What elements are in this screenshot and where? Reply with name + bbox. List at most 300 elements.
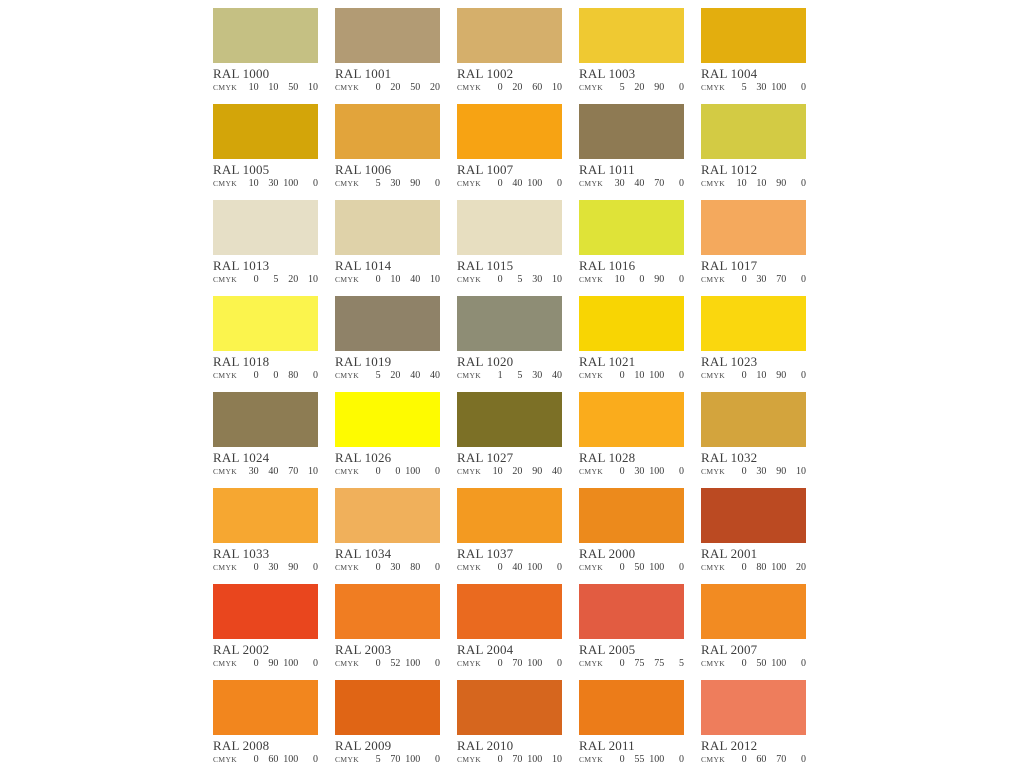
cmyk-value-y: 100 [527, 562, 543, 573]
cmyk-value-y: 70 [776, 754, 787, 765]
color-cell [335, 104, 440, 188]
cmyk-value-c: 0 [375, 274, 381, 285]
color-swatch [701, 680, 806, 735]
cmyk-value-m: 10 [268, 82, 279, 93]
swatch-grid [213, 8, 806, 764]
cmyk-caption: CMYK [579, 659, 604, 668]
cmyk-value-c: 0 [497, 562, 503, 573]
cmyk-values-row [579, 370, 684, 381]
cmyk-caption: CMYK [701, 755, 726, 764]
cmyk-values-row [457, 562, 562, 573]
cmyk-value-m: 5 [517, 274, 523, 285]
cmyk-value-y: 90 [776, 466, 787, 477]
cmyk-values-row [335, 562, 440, 573]
color-swatch [579, 392, 684, 447]
color-swatch [579, 680, 684, 735]
cmyk-value-c: 30 [614, 178, 625, 189]
cmyk-value-y: 30 [532, 274, 543, 285]
color-swatch [335, 296, 440, 351]
cmyk-value-m: 70 [512, 754, 523, 765]
color-swatch [579, 104, 684, 159]
color-swatch [335, 488, 440, 543]
cmyk-value-m: 50 [634, 562, 645, 573]
cmyk-value-y: 50 [410, 82, 421, 93]
cmyk-value-y: 100 [405, 466, 421, 477]
cmyk-value-m: 80 [756, 562, 767, 573]
cmyk-value-y: 90 [532, 466, 543, 477]
cmyk-value-m: 5 [273, 274, 279, 285]
cmyk-values-row [213, 754, 318, 765]
cmyk-value-c: 0 [741, 466, 747, 477]
cmyk-caption: CMYK [579, 275, 604, 284]
cmyk-values-row [457, 178, 562, 189]
cmyk-values-row [579, 274, 684, 285]
color-cell [213, 104, 318, 188]
ral-code-label: RAL 1001 [335, 66, 392, 81]
cmyk-caption: CMYK [457, 371, 482, 380]
cmyk-value-m: 30 [268, 562, 279, 573]
cmyk-values-row [579, 466, 684, 477]
ral-code-label: RAL 2004 [457, 642, 514, 657]
color-swatch [457, 584, 562, 639]
cmyk-value-c: 30 [248, 466, 259, 477]
color-swatch [579, 8, 684, 63]
color-swatch [335, 392, 440, 447]
cmyk-caption: CMYK [335, 83, 360, 92]
ral-code-label: RAL 1011 [579, 162, 635, 177]
color-cell [213, 8, 318, 92]
ral-code-label: RAL 2007 [701, 642, 758, 657]
cmyk-value-m: 20 [634, 82, 645, 93]
ral-code-label: RAL 2009 [335, 738, 392, 753]
color-swatch [701, 8, 806, 63]
cmyk-value-c: 0 [619, 658, 625, 669]
ral-code-label: RAL 1019 [335, 354, 392, 369]
color-cell [335, 584, 440, 668]
cmyk-caption: CMYK [701, 659, 726, 668]
cmyk-value-y: 100 [283, 178, 299, 189]
cmyk-value-k: 10 [430, 274, 440, 285]
cmyk-values-row [213, 466, 318, 477]
cmyk-value-m: 70 [512, 658, 523, 669]
cmyk-value-m: 50 [756, 658, 767, 669]
color-swatch [579, 296, 684, 351]
cmyk-value-y: 100 [649, 754, 665, 765]
cmyk-caption: CMYK [579, 755, 604, 764]
cmyk-values-row [213, 82, 318, 93]
cmyk-caption: CMYK [213, 83, 238, 92]
cmyk-caption: CMYK [579, 467, 604, 476]
cmyk-caption: CMYK [335, 179, 360, 188]
cmyk-value-k: 0 [801, 82, 806, 93]
cmyk-value-m: 10 [634, 370, 645, 381]
color-swatch [579, 200, 684, 255]
cmyk-value-m: 30 [634, 466, 645, 477]
cmyk-value-y: 90 [654, 274, 665, 285]
cmyk-values-row [335, 658, 440, 669]
cmyk-values-row [213, 274, 318, 285]
cmyk-value-m: 30 [268, 178, 279, 189]
color-cell [335, 488, 440, 572]
cmyk-value-m: 60 [756, 754, 767, 765]
cmyk-value-c: 10 [248, 178, 259, 189]
cmyk-value-c: 0 [375, 466, 381, 477]
cmyk-value-k: 10 [796, 466, 806, 477]
color-swatch [701, 200, 806, 255]
color-cell [701, 200, 806, 284]
ral-code-label: RAL 2002 [213, 642, 270, 657]
ral-code-label: RAL 1024 [213, 450, 270, 465]
cmyk-caption: CMYK [579, 563, 604, 572]
cmyk-value-k: 0 [435, 466, 440, 477]
cmyk-value-c: 0 [741, 658, 747, 669]
cmyk-caption: CMYK [213, 659, 238, 668]
cmyk-caption: CMYK [213, 755, 238, 764]
ral-code-label: RAL 1007 [457, 162, 514, 177]
cmyk-values-row [701, 658, 806, 669]
cmyk-caption: CMYK [213, 467, 238, 476]
ral-code-label: RAL 1003 [579, 66, 636, 81]
ral-code-label: RAL 2003 [335, 642, 392, 657]
cmyk-value-k: 10 [308, 466, 318, 477]
cmyk-value-y: 100 [405, 658, 421, 669]
cmyk-caption: CMYK [457, 563, 482, 572]
ral-code-label: RAL 1034 [335, 546, 392, 561]
ral-code-label: RAL 1027 [457, 450, 514, 465]
cmyk-value-m: 75 [634, 658, 645, 669]
color-swatch [457, 680, 562, 735]
cmyk-value-y: 50 [288, 82, 299, 93]
cmyk-caption: CMYK [457, 755, 482, 764]
cmyk-values-row [335, 274, 440, 285]
color-swatch [579, 488, 684, 543]
cmyk-values-row [213, 658, 318, 669]
cmyk-value-k: 20 [796, 562, 806, 573]
color-swatch [701, 296, 806, 351]
cmyk-caption: CMYK [457, 467, 482, 476]
cmyk-value-c: 0 [619, 466, 625, 477]
cmyk-value-y: 100 [771, 658, 787, 669]
cmyk-value-y: 90 [410, 178, 421, 189]
cmyk-value-k: 0 [557, 562, 562, 573]
cmyk-value-y: 90 [654, 82, 665, 93]
cmyk-value-y: 75 [654, 658, 665, 669]
cmyk-value-y: 80 [410, 562, 421, 573]
color-swatch [457, 104, 562, 159]
cmyk-value-c: 10 [736, 178, 747, 189]
cmyk-caption: CMYK [701, 371, 726, 380]
cmyk-caption: CMYK [579, 371, 604, 380]
color-swatch [213, 392, 318, 447]
ral-code-label: RAL 1016 [579, 258, 636, 273]
cmyk-value-k: 0 [313, 178, 318, 189]
cmyk-value-y: 100 [283, 658, 299, 669]
cmyk-value-k: 40 [430, 370, 440, 381]
cmyk-value-y: 100 [527, 754, 543, 765]
cmyk-values-row [579, 178, 684, 189]
cmyk-caption: CMYK [213, 563, 238, 572]
cmyk-value-m: 60 [268, 754, 279, 765]
color-swatch [335, 680, 440, 735]
cmyk-value-y: 40 [410, 274, 421, 285]
color-cell [457, 8, 562, 92]
cmyk-value-k: 0 [435, 178, 440, 189]
cmyk-caption: CMYK [213, 179, 238, 188]
color-swatch [457, 200, 562, 255]
cmyk-values-row [335, 178, 440, 189]
ral-code-label: RAL 2001 [701, 546, 758, 561]
ral-code-label: RAL 1037 [457, 546, 514, 561]
cmyk-value-c: 0 [741, 274, 747, 285]
color-cell [579, 392, 684, 476]
ral-code-label: RAL 2008 [213, 738, 270, 753]
cmyk-caption: CMYK [579, 179, 604, 188]
cmyk-value-c: 0 [253, 562, 259, 573]
cmyk-value-y: 70 [288, 466, 299, 477]
cmyk-caption: CMYK [335, 563, 360, 572]
cmyk-value-k: 0 [679, 370, 684, 381]
cmyk-values-row [579, 754, 684, 765]
color-swatch [213, 200, 318, 255]
color-cell [213, 680, 318, 764]
color-swatch [701, 488, 806, 543]
cmyk-value-c: 0 [619, 754, 625, 765]
cmyk-value-y: 20 [288, 274, 299, 285]
cmyk-value-y: 70 [776, 274, 787, 285]
cmyk-value-y: 100 [527, 178, 543, 189]
cmyk-value-m: 0 [639, 274, 645, 285]
cmyk-value-c: 10 [492, 466, 503, 477]
cmyk-value-k: 0 [679, 274, 684, 285]
cmyk-values-row [335, 754, 440, 765]
cmyk-value-k: 10 [552, 82, 562, 93]
cmyk-values-row [213, 178, 318, 189]
color-cell [457, 296, 562, 380]
cmyk-value-c: 0 [741, 562, 747, 573]
cmyk-value-m: 40 [512, 178, 523, 189]
color-cell [579, 104, 684, 188]
cmyk-value-c: 0 [497, 754, 503, 765]
color-swatch [213, 584, 318, 639]
cmyk-value-y: 100 [405, 754, 421, 765]
ral-code-label: RAL 1014 [335, 258, 392, 273]
cmyk-value-k: 5 [679, 658, 684, 669]
color-cell [701, 584, 806, 668]
cmyk-caption: CMYK [213, 275, 238, 284]
ral-code-label: RAL 1028 [579, 450, 636, 465]
cmyk-values-row [457, 466, 562, 477]
cmyk-value-k: 0 [679, 178, 684, 189]
cmyk-value-k: 40 [552, 466, 562, 477]
cmyk-values-row [457, 274, 562, 285]
cmyk-value-c: 1 [497, 370, 503, 381]
cmyk-caption: CMYK [335, 275, 360, 284]
color-swatch [335, 8, 440, 63]
color-cell [335, 680, 440, 764]
color-cell [579, 296, 684, 380]
cmyk-value-k: 0 [801, 370, 806, 381]
cmyk-caption: CMYK [457, 659, 482, 668]
cmyk-value-m: 30 [756, 82, 767, 93]
color-swatch [213, 8, 318, 63]
cmyk-value-k: 0 [801, 658, 806, 669]
color-cell [701, 8, 806, 92]
color-cell [213, 488, 318, 572]
ral-code-label: RAL 1020 [457, 354, 514, 369]
cmyk-values-row [579, 562, 684, 573]
cmyk-values-row [701, 754, 806, 765]
cmyk-value-m: 0 [395, 466, 401, 477]
cmyk-caption: CMYK [457, 275, 482, 284]
cmyk-value-y: 90 [776, 370, 787, 381]
cmyk-value-m: 10 [756, 370, 767, 381]
cmyk-value-c: 0 [497, 82, 503, 93]
cmyk-value-c: 0 [375, 562, 381, 573]
cmyk-value-c: 0 [741, 370, 747, 381]
cmyk-values-row [335, 370, 440, 381]
cmyk-value-m: 90 [268, 658, 279, 669]
cmyk-value-m: 70 [390, 754, 401, 765]
color-swatch [701, 104, 806, 159]
cmyk-value-m: 5 [517, 370, 523, 381]
cmyk-value-m: 10 [756, 178, 767, 189]
color-swatch [457, 488, 562, 543]
cmyk-values-row [457, 754, 562, 765]
cmyk-values-row [701, 82, 806, 93]
cmyk-value-k: 0 [679, 466, 684, 477]
cmyk-values-row [579, 658, 684, 669]
cmyk-value-m: 20 [390, 370, 401, 381]
cmyk-caption: CMYK [579, 83, 604, 92]
cmyk-values-row [701, 562, 806, 573]
color-cell [579, 200, 684, 284]
ral-code-label: RAL 1017 [701, 258, 758, 273]
cmyk-caption: CMYK [335, 659, 360, 668]
cmyk-value-c: 0 [253, 658, 259, 669]
cmyk-value-k: 10 [308, 274, 318, 285]
color-swatch [335, 104, 440, 159]
cmyk-value-k: 10 [552, 754, 562, 765]
cmyk-value-c: 10 [614, 274, 625, 285]
cmyk-values-row [213, 562, 318, 573]
cmyk-value-c: 0 [253, 754, 259, 765]
cmyk-caption: CMYK [335, 467, 360, 476]
cmyk-value-c: 0 [375, 82, 381, 93]
color-swatch [457, 8, 562, 63]
ral-code-label: RAL 2010 [457, 738, 514, 753]
ral-code-label: RAL 1033 [213, 546, 270, 561]
cmyk-value-y: 90 [776, 178, 787, 189]
cmyk-value-k: 0 [679, 562, 684, 573]
cmyk-caption: CMYK [701, 563, 726, 572]
ral-code-label: RAL 1021 [579, 354, 636, 369]
cmyk-value-k: 0 [435, 658, 440, 669]
color-cell [579, 8, 684, 92]
ral-code-label: RAL 1013 [213, 258, 270, 273]
color-cell [701, 104, 806, 188]
color-swatch [335, 200, 440, 255]
cmyk-values-row [701, 370, 806, 381]
cmyk-value-c: 10 [248, 82, 259, 93]
cmyk-value-c: 0 [253, 370, 259, 381]
color-cell [701, 488, 806, 572]
ral-code-label: RAL 2005 [579, 642, 636, 657]
cmyk-values-row [457, 370, 562, 381]
cmyk-value-k: 0 [679, 82, 684, 93]
color-cell [457, 584, 562, 668]
cmyk-value-c: 5 [375, 370, 381, 381]
cmyk-value-y: 30 [532, 370, 543, 381]
color-swatch [579, 584, 684, 639]
cmyk-values-row [213, 370, 318, 381]
ral-code-label: RAL 1026 [335, 450, 392, 465]
cmyk-value-k: 0 [801, 274, 806, 285]
cmyk-value-y: 100 [649, 562, 665, 573]
color-swatch [213, 680, 318, 735]
cmyk-value-m: 0 [273, 370, 279, 381]
color-cell [457, 680, 562, 764]
ral-code-label: RAL 1006 [335, 162, 392, 177]
cmyk-value-c: 5 [619, 82, 625, 93]
ral-code-label: RAL 1012 [701, 162, 758, 177]
cmyk-value-c: 5 [375, 178, 381, 189]
cmyk-value-c: 0 [741, 754, 747, 765]
ral-code-label: RAL 1015 [457, 258, 514, 273]
color-swatch [213, 296, 318, 351]
cmyk-value-y: 80 [288, 370, 299, 381]
ral-code-label: RAL 1002 [457, 66, 514, 81]
cmyk-caption: CMYK [213, 371, 238, 380]
color-cell [213, 200, 318, 284]
color-swatch [213, 104, 318, 159]
color-cell [579, 584, 684, 668]
cmyk-values-row [701, 274, 806, 285]
color-swatch [335, 584, 440, 639]
cmyk-values-row [701, 178, 806, 189]
cmyk-value-c: 5 [741, 82, 747, 93]
ral-code-label: RAL 2011 [579, 738, 635, 753]
cmyk-value-c: 0 [619, 370, 625, 381]
color-cell [701, 680, 806, 764]
color-cell [457, 104, 562, 188]
cmyk-value-k: 10 [308, 82, 318, 93]
cmyk-value-m: 40 [268, 466, 279, 477]
cmyk-value-y: 90 [288, 562, 299, 573]
cmyk-value-m: 20 [512, 466, 523, 477]
color-cell [579, 488, 684, 572]
cmyk-values-row [457, 82, 562, 93]
cmyk-value-y: 100 [649, 466, 665, 477]
cmyk-value-c: 0 [497, 274, 503, 285]
cmyk-value-m: 20 [390, 82, 401, 93]
cmyk-value-y: 70 [654, 178, 665, 189]
cmyk-value-k: 0 [435, 562, 440, 573]
ral-code-label: RAL 1032 [701, 450, 758, 465]
cmyk-value-m: 40 [634, 178, 645, 189]
cmyk-values-row [335, 466, 440, 477]
cmyk-value-k: 20 [430, 82, 440, 93]
cmyk-value-y: 100 [649, 370, 665, 381]
cmyk-value-c: 0 [375, 658, 381, 669]
color-swatch [457, 392, 562, 447]
cmyk-value-c: 5 [375, 754, 381, 765]
color-cell [701, 296, 806, 380]
cmyk-value-m: 55 [634, 754, 645, 765]
cmyk-value-c: 0 [253, 274, 259, 285]
cmyk-values-row [457, 658, 562, 669]
cmyk-value-k: 0 [313, 562, 318, 573]
cmyk-value-y: 40 [410, 370, 421, 381]
